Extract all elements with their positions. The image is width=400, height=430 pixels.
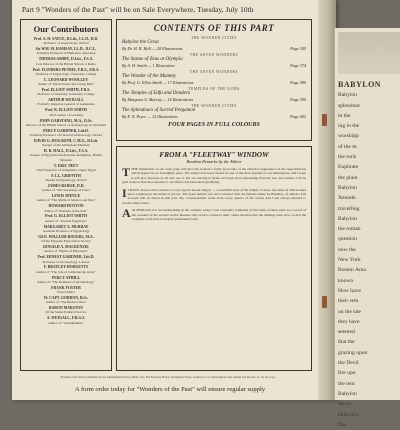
contributor-note: Keeper of the Ashmolean Museum — [42, 143, 90, 148]
order-note: A form order today for "Wonders of the Past" will ensure regular supply — [74, 386, 266, 393]
drop-cap: T — [122, 165, 131, 179]
contents-page-number: Page 390 — [290, 97, 306, 102]
contributor-name: JAMES BAIKIE, D.D. — [47, 183, 85, 188]
contributors-box — [20, 19, 112, 371]
contributor-entry — [24, 265, 108, 274]
contributor-note: Author of "Dead Towns and Living Men" — [37, 82, 95, 87]
right-page-illustration — [338, 32, 400, 74]
sale-banner: Part 9 "Wonders of the Past" will be on Sale Everywhere, Tuesday, July 10th — [22, 5, 254, 14]
contributor-name: T. ERIC PEET — [53, 163, 79, 168]
contributor-note: Formerly Inspector-General of Antiquities — [37, 102, 95, 107]
contents-article-title: Babylon the Great — [122, 40, 159, 45]
contributor-name: Prof. G. ELLIOT SMITH — [45, 214, 87, 219]
right-page-line: Babylon — [338, 92, 357, 99]
contributor-note: Author of "Tutankhamen" — [48, 320, 84, 325]
contributor-entry — [24, 214, 108, 223]
contributor-name: JOHN GARSTANG, M.A., D.Sc. — [39, 118, 93, 123]
contributor-entry — [24, 47, 108, 56]
right-page-line: on the site — [338, 308, 361, 315]
contributor-entry — [24, 306, 108, 315]
right-page-line: that the — [338, 339, 355, 346]
contents-section-heading: THE SEVEN WONDERS — [189, 53, 239, 57]
contents-article-title: The Splendours of Sacred Pergamon — [122, 108, 196, 113]
contributor-entry — [24, 119, 108, 128]
fleetway-paragraph: AALTHOUGH it is not undertaking in the ordinary sense, I am constantly reminded of the value of these parts as a record of the wonders of the ancient world. Readers who wish to preserve their copies should order the binding cases now, so that the complete work may be kept in permanent form. — [122, 206, 306, 222]
contributor-note: Assistant Professor of Egyptology — [42, 228, 90, 233]
contributor-note: Late Director of the British School at Rome — [36, 61, 96, 66]
contributor-name: Prof. A. H. SAYCE, D.Litt., LL.D., D.D. — [33, 37, 99, 41]
right-page-line: fine — [338, 421, 347, 428]
contributor-name: DONALD A. MACKENZIE — [43, 245, 89, 250]
drop-cap: I — [122, 185, 127, 200]
right-page-line: Xenodo — [338, 195, 356, 202]
contributor-entry — [24, 204, 108, 213]
contributor-entry — [24, 235, 108, 244]
contributor-entry — [24, 255, 108, 264]
right-page-line: the roman — [338, 226, 361, 233]
contributor-name: ARTHUR WEIGALL — [48, 98, 84, 103]
contributor-entry — [24, 57, 108, 66]
right-page-line: Euphrate — [338, 164, 359, 171]
right-page-line: splendour — [338, 102, 361, 109]
contents-page-number: Page 374 — [290, 63, 306, 68]
contributor-name: F. BRAYLEY HODGETTS — [43, 265, 89, 270]
right-page-line: the ru — [338, 401, 351, 408]
contributor-name: C. LEONARD WOOLLEY — [43, 77, 89, 82]
contributor-entry — [24, 78, 108, 87]
contributor-note: Editor of "Wonders of the Past" — [44, 208, 88, 213]
contributor-name: Prof. ERNEST GARDNER, Litt.D. — [37, 255, 95, 260]
contributor-name: H. R. HALL, D.Litt., F.S.A. — [43, 149, 89, 154]
contributor-note: Author of "The Myths of Mexico and Peru" — [36, 198, 96, 203]
contributor-name: GEO. WILLIAM ROGERS, M.A. — [38, 234, 94, 239]
contributor-note: Professor of Anatomy, University College — [37, 92, 95, 97]
contributor-entry — [24, 225, 108, 234]
contents-byline: By Dr. H. R. Hall — 20 Illustrations — [122, 46, 183, 51]
fleetway-column — [116, 146, 312, 371]
fleetway-subtitle: Random Remarks by the Editor — [186, 159, 242, 164]
contributor-note: Author of "The Sea Kings of Crete" — [41, 188, 91, 193]
contents-byline: By Margaret A. Murray — 14 Illustrations — [122, 97, 194, 102]
contributor-name: LEWIS SPENCE — [51, 194, 81, 199]
right-page-line: worshipp — [338, 133, 359, 140]
contributors-title: Our Contributors — [33, 24, 99, 34]
right-page-lines — [338, 90, 400, 430]
contents-byline-row — [122, 97, 306, 103]
contributor-name: BARON MARSTON — [49, 306, 83, 311]
contributor-name: Sir WM. M. RAMSAY, LL.D., D.C.L. — [35, 47, 97, 52]
contributor-name: DAVID G. HOGARTH, C.M.G., D.Litt. — [33, 138, 99, 143]
right-page-line: the tem — [338, 380, 355, 387]
contributor-note: Director of the British School of Archaeology in Jerusalem — [25, 122, 107, 127]
fleetway-title: FROM A "FLEETWAY" WINDOW — [159, 150, 269, 159]
contributor-note: Author of "The Buried Cities" — [45, 300, 87, 305]
contributor-note: Of the Egyptian Exploration Society — [41, 239, 91, 244]
contents-byline: By Prof. G. Elliot Smith — 17 Illustrations — [122, 80, 194, 85]
contributor-entry — [24, 276, 108, 285]
colour-pages-note: FOUR PAGES IN FULL COLOURS — [168, 122, 260, 128]
contributor-entry — [24, 88, 108, 97]
right-page-line: the plain — [338, 174, 358, 181]
right-page-line: grazing upon — [338, 349, 368, 356]
contents-section-heading: THE WONDER CITIES — [191, 36, 237, 40]
contributor-note: Professor of Archaeology, London — [42, 259, 90, 264]
fleetway-paragraph: TTHE illustration on our back page will give my readers a fairly good idea of the effective appearance of the reproductions which appear in our fortnightly parts. The subject has been chosen as one of the most popular of our illustrations, and I hope it will give pleasure to all who see it. We are striving to make each part more interesting than the last, and readers will be glad to know that the response to our efforts has been most gratifying. — [122, 165, 306, 185]
fleetway-paragraph: I I HAVE chosen what I think is a very typical Greek subject — a beautiful view of the temple of Zeus, the ruins of which stand upon a plateau in the midst of groves. The great temple was once adorned with the famous statue by Pheidias, of which a full account will be found in this part. My correspondents write from every quarter of the world, and I am always pleased to receive their letters. — [122, 185, 306, 205]
right-page-line: Babylon — [338, 215, 357, 222]
right-page-line: Hills of t — [338, 411, 358, 418]
contributor-entry — [24, 149, 108, 162]
right-page-line: the Devil — [338, 360, 359, 367]
contributor-name: F. LL. GRIFFITH — [51, 173, 81, 178]
right-page-line: ing in the — [338, 123, 360, 130]
contributor-note: Author of "The Life of Catherine the Great" — [36, 269, 96, 274]
contributor-name: PERCY ATHILL — [51, 275, 81, 280]
contributor-note: Author of "Ancient Egyptians" — [44, 218, 88, 223]
right-page-text — [338, 80, 400, 430]
right-page-heading: BABYLON — [338, 80, 382, 89]
contributor-note: Of the Sudan Political Service — [45, 310, 87, 315]
contributor-note: The Leaders of Learning — [49, 112, 83, 117]
contents-page-number: Page 380 — [290, 80, 306, 85]
contents-byline: By F. N. Pryce — 12 Illustrations — [122, 114, 178, 119]
right-page-line: question — [338, 236, 357, 243]
contributor-entry — [24, 286, 108, 295]
contributor-note: Formerly Professor of Humanity, Aberdeen — [36, 51, 96, 56]
right-page-line: How have — [338, 287, 361, 294]
right-page-line: New York — [338, 257, 361, 264]
right-page-line: Babylon — [338, 390, 357, 397]
contents-byline-row — [122, 46, 306, 52]
contents-byline-row — [122, 80, 306, 86]
contributor-name: W. CAPT. GORDON, B.Sc. — [43, 295, 89, 300]
right-page-line: travelling — [338, 205, 360, 212]
contributor-entry — [24, 98, 108, 107]
contents-section-heading: THE WONDER CITIES — [191, 104, 237, 108]
contents-box — [116, 19, 312, 141]
right-page-line: they have — [338, 318, 360, 325]
contributor-entry — [24, 296, 108, 305]
contributor-name: Prof. R. ELLIOT SMITH — [45, 108, 87, 113]
contributor-name: THOMAS ASHBY, D.Litt., F.S.A. — [38, 57, 94, 62]
contents-list — [122, 36, 306, 120]
contributor-name: Prof. FLINDERS PETRIE, F.R.S., F.B.A. — [32, 67, 100, 72]
drop-cap: A — [122, 206, 131, 221]
contents-page-number: Page 345 — [290, 46, 306, 51]
contributor-entry — [24, 37, 108, 46]
contributor-entry — [24, 184, 108, 193]
right-page-line: the rock — [338, 154, 357, 161]
contents-section-heading: TEMPLES OF THE GODS — [188, 87, 240, 91]
contributor-note: Chief Inspector of Antiquities, Upper Egypt — [36, 167, 96, 172]
publisher-note: Wonders of the Past is published by the Amalgamated Press (1922), Ltd., The Fleetway House, Farringdon Street, London, E.C.4. Subscription rates: Inland and Abroad, 1s. 3d. per copy. — [60, 375, 276, 379]
contents-article-title: The Temples of Edfu and Dendera — [122, 91, 191, 96]
contributor-entry — [24, 68, 108, 77]
contributor-entry — [24, 174, 108, 183]
contents-page-number: Page 402 — [290, 114, 306, 119]
right-page-line: seemed — [338, 329, 355, 336]
contributor-entry — [24, 316, 108, 325]
right-page-line: Boston Ama — [338, 267, 366, 274]
contributor-note: Author of "Myths of Babylonia" — [43, 249, 89, 254]
staple-icon — [322, 296, 327, 308]
contents-article-title: The Wonder of the Mummy — [122, 74, 176, 79]
contents-article-title: The Statue of Zeus at Olympia — [122, 57, 183, 62]
contributor-entry — [24, 245, 108, 254]
contributor-entry — [24, 139, 108, 148]
right-page-line: known — [338, 277, 354, 284]
contributor-entry — [24, 108, 108, 117]
contents-byline-row — [122, 114, 306, 120]
contributor-note: Formerly Professor of Classical Archaeology, Oxford — [29, 132, 103, 137]
right-page-line: their rem — [338, 298, 359, 305]
contributor-entry — [24, 129, 108, 138]
contributor-note: Professor of Egyptology, University College — [35, 71, 97, 76]
contributor-note: Travel Editor — [56, 290, 76, 295]
contents-title: CONTENTS OF THIS PART — [153, 23, 275, 33]
contributor-name: A. WEIGALL, F.R.G.S. — [46, 316, 86, 321]
contents-byline-row — [122, 63, 306, 69]
contributor-note: Author of "The Romance of Archaeology" — [37, 279, 95, 284]
contributors-list — [24, 37, 108, 325]
contributor-entry — [24, 194, 108, 203]
contributor-note: Keeper of Egyptian and Assyrian Antiquities, British Museum — [30, 153, 102, 162]
right-page-line: now the — [338, 246, 356, 253]
contents-section-heading: THE SEVEN WONDERS — [189, 70, 239, 74]
contributor-note: Professor of Assyriology, Oxford — [43, 41, 89, 46]
right-page-line: of the m — [338, 143, 357, 150]
contributor-name: HOWARD HOTTON — [48, 204, 84, 209]
right-page-line: Babylon — [338, 184, 357, 191]
right-page-line: in the — [338, 112, 351, 119]
contributor-name: PERCY GARDNER, Litt.D. — [43, 128, 89, 133]
contributor-name: FRANK FOSTER — [51, 285, 81, 290]
contributor-name: Prof. ELLIOT SMITH, F.R.S. — [41, 87, 91, 92]
contributor-name: MARGARET A. MURRAY — [43, 224, 89, 229]
contributor-entry — [24, 164, 108, 173]
staple-icon — [322, 114, 327, 126]
right-page-line: fire upo — [338, 370, 356, 377]
contributor-note: Reader in Egyptology, Oxford — [45, 178, 87, 183]
contents-byline: By A. H. Smith — 1 Illustration — [122, 63, 175, 68]
